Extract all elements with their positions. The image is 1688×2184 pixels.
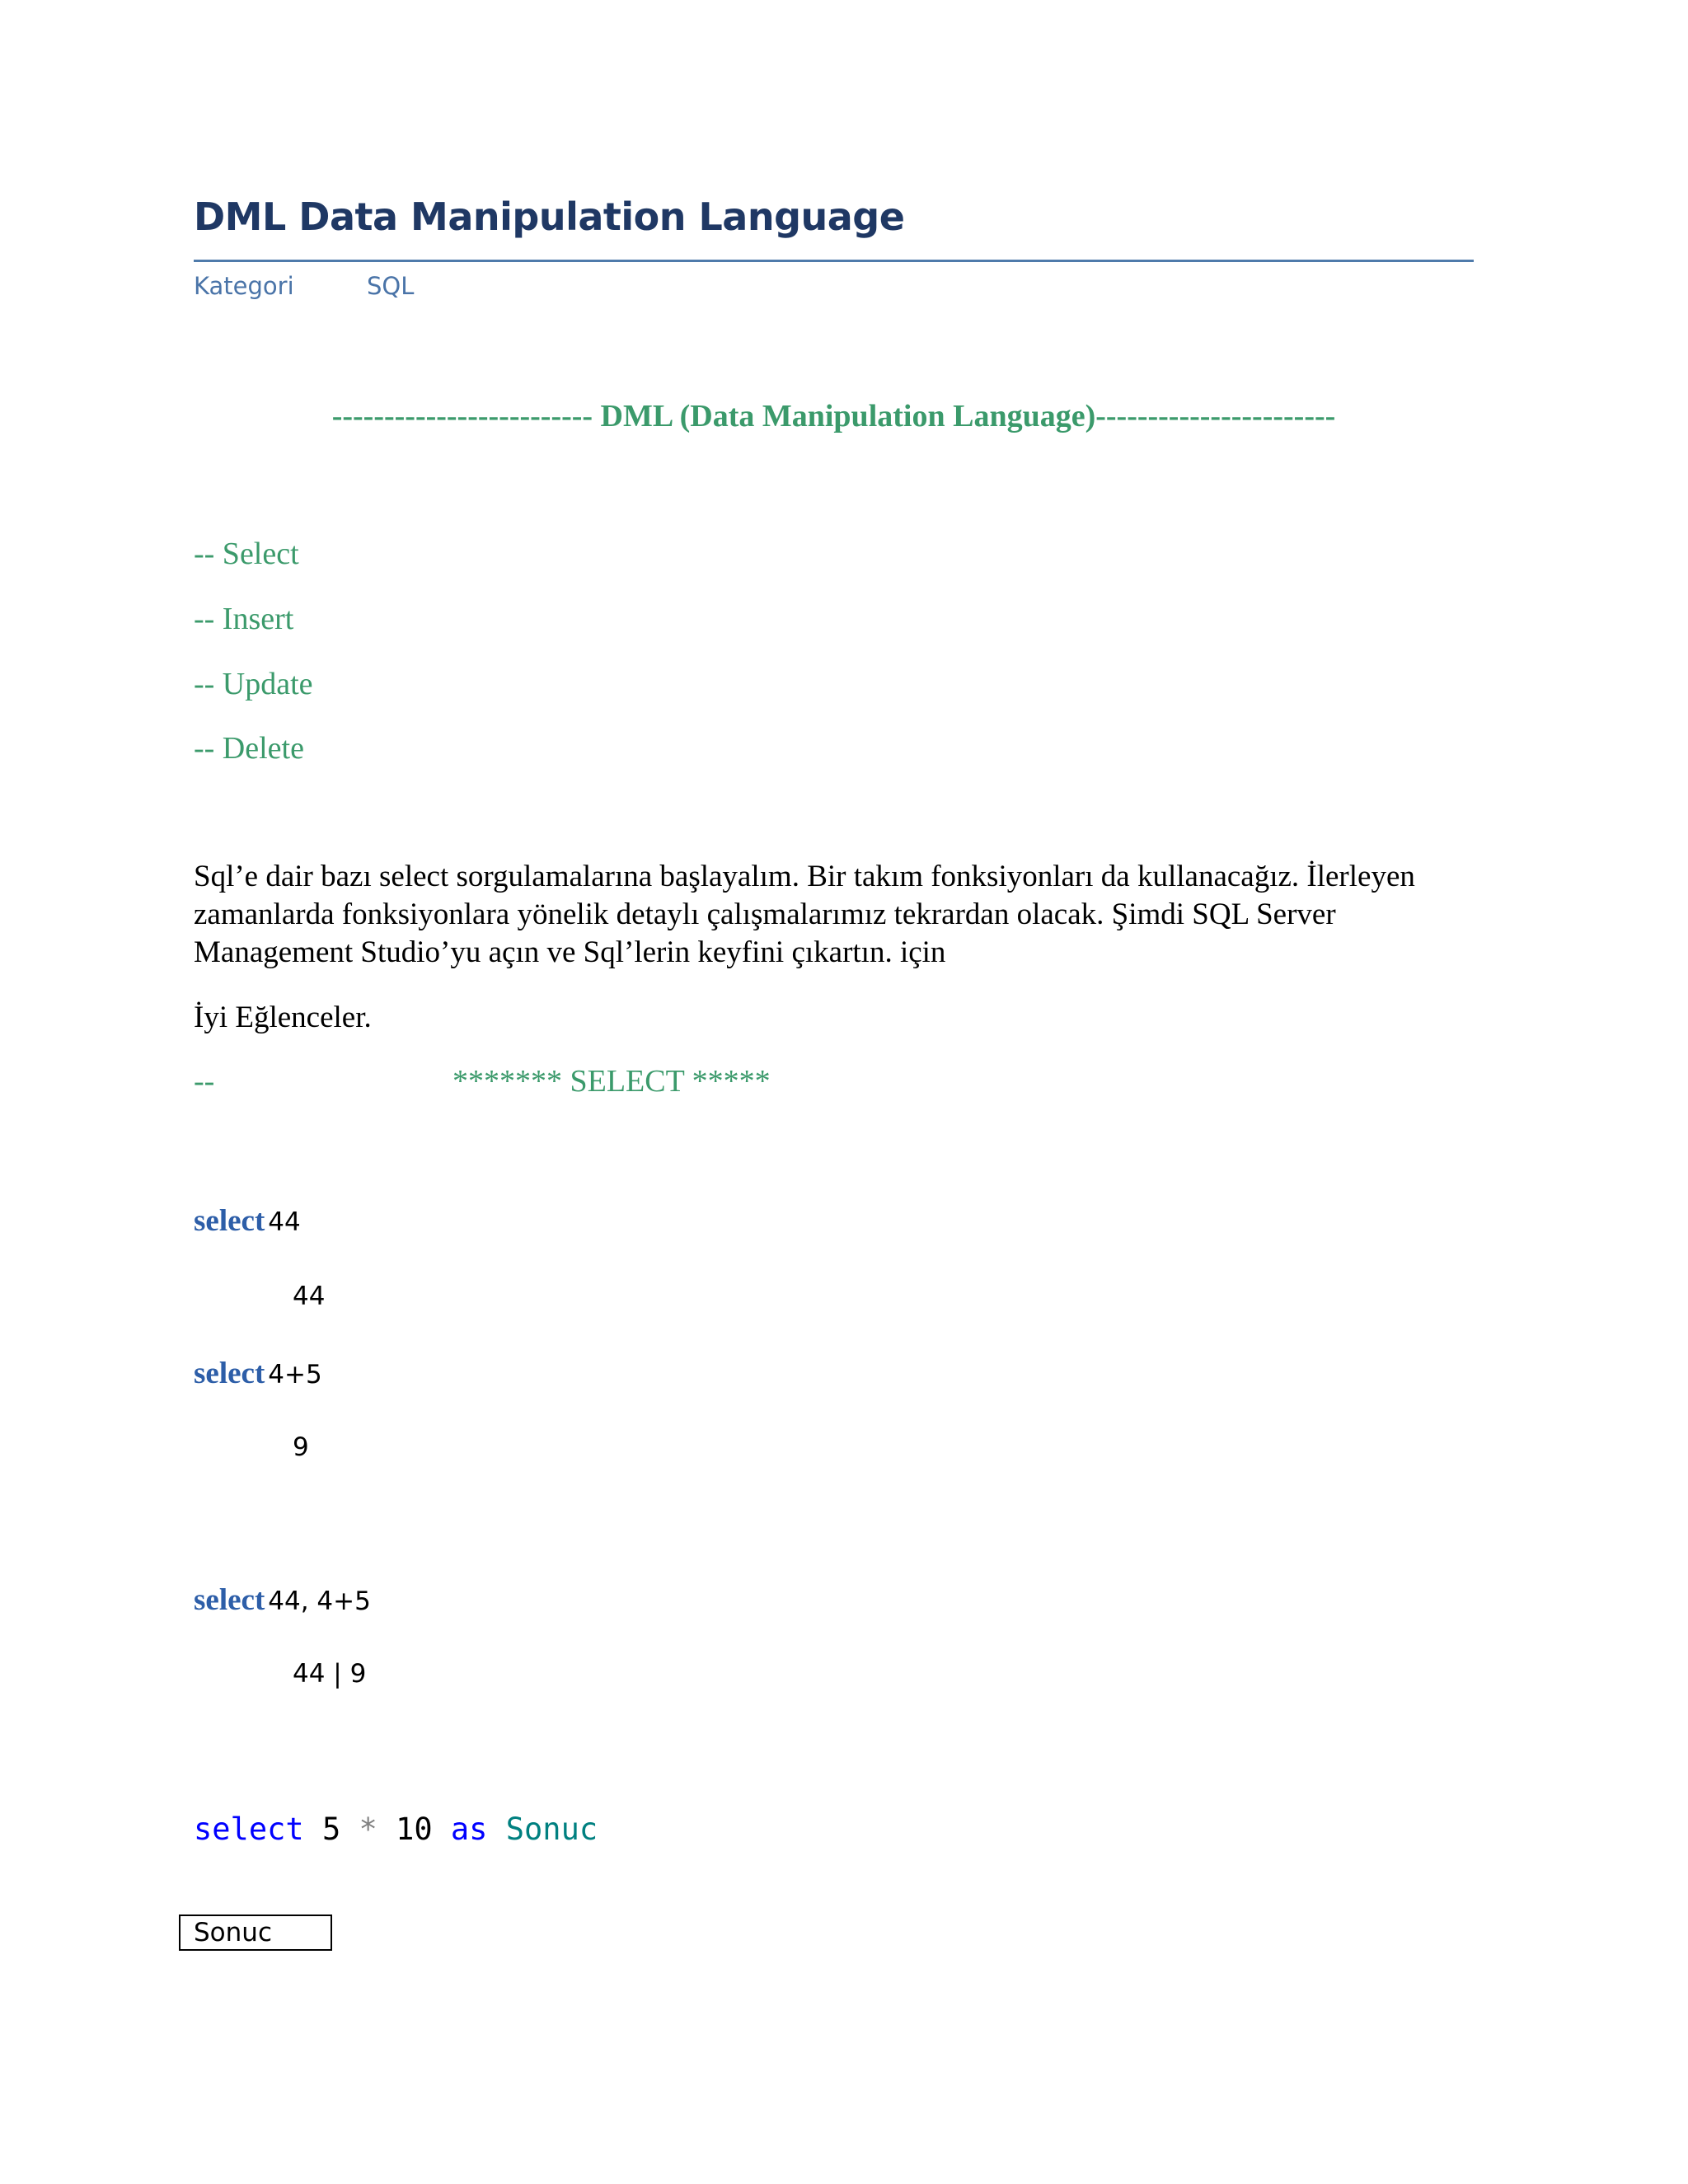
sql-expression: 44 <box>268 1207 301 1237</box>
sql-code-line <box>194 1811 598 1847</box>
sql-result-3: 44 | 9 <box>293 1659 367 1689</box>
dml-banner: ------------------------- DML (Data Manipulation Language)----------------------- <box>331 399 1336 434</box>
code-identifier: Sonuc <box>505 1811 598 1847</box>
category-value: SQL <box>367 272 415 300</box>
sql-expression: 4+5 <box>268 1360 322 1390</box>
title-divider <box>194 260 1474 262</box>
sql-example-2 <box>194 1356 322 1391</box>
page-title: DML Data Manipulation Language <box>194 194 905 239</box>
code-number-10: 10 <box>396 1811 433 1847</box>
document-page <box>194 0 1475 2184</box>
sql-example-3 <box>194 1582 371 1618</box>
greeting-text: İyi Eğlenceler. <box>194 1001 372 1034</box>
sql-expression: 44, 4+5 <box>268 1586 371 1616</box>
sql-result-2: 9 <box>293 1432 309 1462</box>
code-keyword-as: as <box>450 1811 488 1847</box>
code-keyword-select: select <box>194 1811 304 1847</box>
command-update: -- Update <box>194 667 313 701</box>
sql-example-1 <box>194 1203 301 1239</box>
intro-paragraph: Sql’e dair bazı select sorgulamalarına başlayalım. Bir takım fonksiyonları da kullanacağız. İlerleyen zamanlarda fonksiyonlara yönelik detaylı çalışmalarımız tekrardan olacak. Şimdi SQL Server Management Studio’yu açın ve Sql’lerin keyfini çıkartın. için <box>194 860 1415 969</box>
sql-result-1: 44 <box>293 1282 326 1311</box>
command-select: -- Select <box>194 537 299 571</box>
section-title: ******* SELECT ***** <box>452 1064 771 1099</box>
sql-keyword: select <box>194 1583 265 1617</box>
code-operator: * <box>359 1811 377 1847</box>
section-dash: -- <box>194 1064 215 1099</box>
command-delete: -- Delete <box>194 731 304 766</box>
command-insert: -- Insert <box>194 602 294 636</box>
result-table-header: Sonuc <box>179 1915 332 1951</box>
sql-keyword: select <box>194 1357 265 1390</box>
code-number-5: 5 <box>321 1811 341 1847</box>
sql-keyword: select <box>194 1204 265 1238</box>
category-label: Kategori <box>194 272 294 300</box>
